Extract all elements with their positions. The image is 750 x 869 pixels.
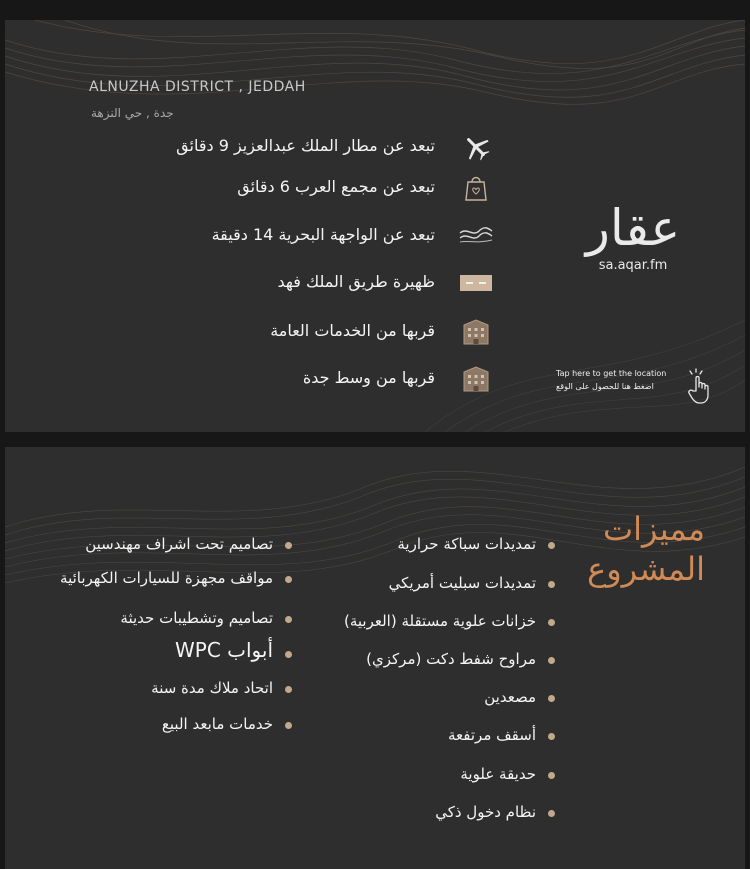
feature-item [25, 677, 292, 701]
feature-item [25, 567, 292, 591]
location-item-downtown [105, 364, 493, 394]
bullet-dot [285, 616, 292, 623]
location-item-label: قربها من وسط جدة [302, 368, 435, 387]
feature-label: خزانات علوية مستقلة (العربية) [343, 612, 536, 630]
location-item-label: تبعد عن مطار الملك عبدالعزيز 9 دقائق [176, 136, 435, 155]
feature-label: أسقف مرتفعة [448, 726, 536, 744]
bullet-dot [548, 772, 555, 779]
tap-hand-icon [684, 367, 716, 407]
feature-label: خدمات مابعد البيع [161, 715, 273, 733]
bullet-dot [285, 542, 292, 549]
bullet-dot [285, 722, 292, 729]
feature-item [305, 801, 555, 825]
location-item-label: ظهيرة طريق الملك فهد [277, 272, 435, 291]
watermark-url: sa.aqar.fm [598, 258, 668, 273]
aqar-watermark [572, 198, 694, 273]
feature-label: اتحاد ملاك مدة سنة [151, 679, 273, 697]
bullet-dot [548, 542, 555, 549]
feature-item [25, 607, 292, 631]
location-item-road [105, 268, 493, 298]
feature-label: مصعدين [484, 688, 536, 706]
get-location-label-en: Tap here to get the location [556, 369, 667, 378]
feature-label: نظام دخول ذكي [435, 803, 536, 821]
bullet-dot [285, 651, 292, 658]
feature-item [25, 713, 292, 737]
feature-label: تمديدات سباكة حرارية [397, 535, 536, 553]
location-item-label: تبعد عن مجمع العرب 6 دقائق [237, 177, 435, 196]
feature-label: حديقة علوية [460, 765, 536, 783]
feature-item [25, 638, 292, 666]
watermark-brand: عقار [585, 199, 681, 257]
features-title: مميزات المشروع [587, 510, 705, 588]
feature-item [305, 763, 555, 787]
feature-item [305, 686, 555, 710]
bullet-dot [548, 619, 555, 626]
feature-label: مراوح شفط دكت (مركزي) [366, 650, 536, 668]
feature-label: تصاميم وتشطيبات حديثة [120, 609, 273, 627]
location-item-mall [105, 173, 493, 203]
road-icon [459, 268, 493, 298]
feature-item [305, 533, 555, 557]
get-location-label-ar: اضغط هنا للحصول على الوقع [556, 382, 654, 391]
feature-label: تصاميم تحت اشراف مهندسين [85, 535, 273, 553]
get-location-link[interactable] [550, 367, 720, 411]
airplane-icon [459, 132, 493, 162]
district-title-en: ALNUZHA DISTRICT , JEDDAH [89, 79, 306, 95]
waterfront-icon [459, 221, 493, 251]
location-item-services [105, 317, 493, 347]
bullet-dot [548, 810, 555, 817]
bullet-dot [285, 686, 292, 693]
bullet-dot [548, 657, 555, 664]
feature-label: مواقف مجهزة للسيارات الكهربائية [60, 569, 273, 587]
feature-item [305, 572, 555, 596]
feature-item [305, 648, 555, 672]
feature-label: أبواب WPC [174, 638, 273, 662]
location-panel [5, 20, 745, 432]
features-panel [5, 447, 745, 869]
location-item-waterfront [105, 221, 493, 251]
district-title-ar: جدة , حي النزهة [91, 106, 174, 120]
location-item-airport [105, 132, 493, 162]
feature-label: تمديدات سبليت أمريكي [388, 574, 536, 592]
bullet-dot [548, 695, 555, 702]
building-icon [459, 364, 493, 394]
feature-item [25, 533, 292, 557]
shopping-bag-icon [459, 173, 493, 203]
bullet-dot [548, 581, 555, 588]
bullet-dot [548, 733, 555, 740]
feature-item [305, 610, 555, 634]
location-item-label: تبعد عن الواجهة البحرية 14 دقيقة [211, 225, 435, 244]
bullet-dot [285, 576, 292, 583]
building-icon [459, 317, 493, 347]
location-item-label: قربها من الخدمات العامة [270, 321, 435, 340]
feature-item [305, 724, 555, 748]
